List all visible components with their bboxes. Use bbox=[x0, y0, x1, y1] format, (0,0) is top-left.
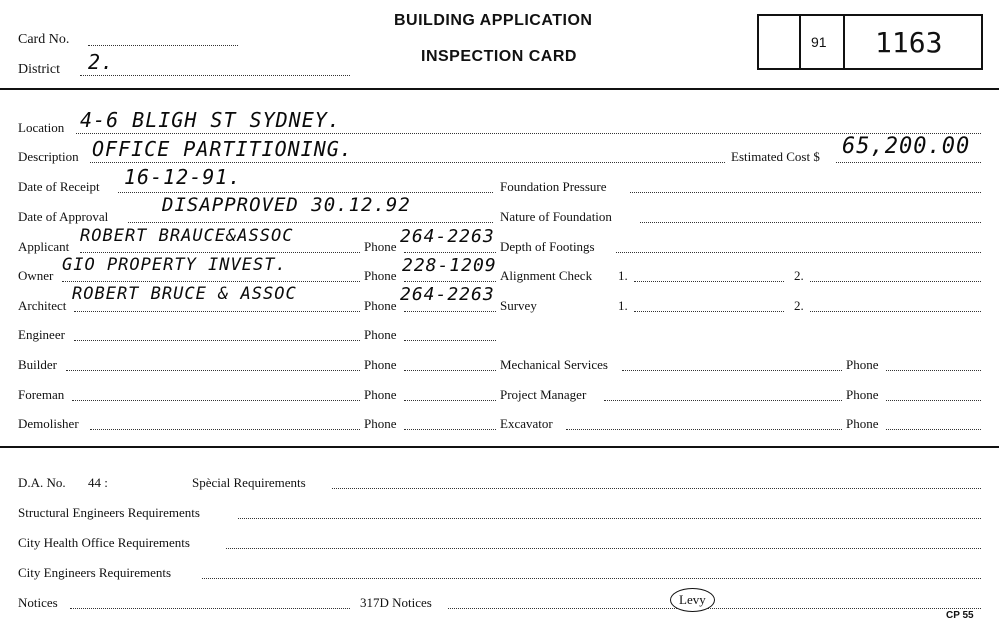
form-title: BUILDING APPLICATION bbox=[394, 12, 593, 29]
card-number: 1163 bbox=[875, 26, 943, 59]
foreman-label: Foreman bbox=[18, 387, 65, 402]
mechanical-services-field[interactable] bbox=[622, 369, 842, 371]
builder-phone-label: Phone bbox=[364, 357, 397, 372]
demolisher-phone-label: Phone bbox=[364, 416, 397, 431]
notices-317d-label: 317D Notices bbox=[360, 595, 432, 610]
project-manager-phone-field[interactable] bbox=[886, 399, 981, 401]
city-engineers-requirements-label: City Engineers Requirements bbox=[18, 565, 172, 580]
depth-of-footings-label: Depth of Footings bbox=[500, 239, 595, 254]
applicant-phone-field[interactable] bbox=[404, 251, 496, 253]
date-of-receipt-value: 16-12-91. bbox=[124, 165, 242, 189]
structural-requirements-field[interactable] bbox=[238, 517, 981, 519]
district-field[interactable] bbox=[80, 74, 350, 76]
card-number-box bbox=[757, 14, 983, 70]
district-label: District bbox=[18, 62, 60, 77]
project-manager-label: Project Manager bbox=[500, 387, 587, 402]
applicant-field[interactable] bbox=[80, 251, 360, 253]
engineer-phone-field[interactable] bbox=[404, 339, 496, 341]
applicant-phone-value: 264-2263 bbox=[400, 226, 495, 247]
engineer-field[interactable] bbox=[74, 339, 360, 341]
owner-phone-label: Phone bbox=[364, 268, 397, 283]
foreman-phone-field[interactable] bbox=[404, 399, 496, 401]
architect-label: Architect bbox=[18, 298, 67, 313]
survey-label: Survey bbox=[500, 298, 537, 313]
levy-stamp: Levy bbox=[670, 588, 715, 612]
builder-phone-field[interactable] bbox=[404, 369, 496, 371]
estimated-cost-value: 65,200.00 bbox=[842, 134, 971, 159]
excavator-field[interactable] bbox=[566, 428, 842, 430]
architect-phone-value: 264-2263 bbox=[400, 284, 495, 305]
owner-value: GIO PROPERTY INVEST. bbox=[62, 255, 287, 275]
form-subtitle: INSPECTION CARD bbox=[421, 48, 577, 65]
date-of-approval-label: Date of Approval bbox=[18, 209, 109, 224]
special-requirements-label: Spècial Requirements bbox=[192, 475, 306, 490]
owner-phone-value: 228-1209 bbox=[402, 255, 497, 276]
demolisher-field[interactable] bbox=[90, 428, 360, 430]
excavator-label: Excavator bbox=[500, 416, 553, 431]
da-no-label: D.A. No. bbox=[18, 475, 66, 490]
survey-num-2: 2. bbox=[794, 298, 804, 313]
builder-label: Builder bbox=[18, 357, 57, 372]
estimated-cost-field[interactable] bbox=[836, 161, 981, 163]
excavator-phone-label: Phone bbox=[846, 416, 879, 431]
owner-label: Owner bbox=[18, 268, 54, 283]
applicant-value: ROBERT BRAUCE&ASSOC bbox=[80, 226, 294, 246]
description-value: OFFICE PARTITIONING. bbox=[92, 137, 353, 161]
survey-1-field[interactable] bbox=[634, 310, 784, 312]
engineer-label: Engineer bbox=[18, 327, 65, 342]
location-label: Location bbox=[18, 120, 65, 135]
date-of-receipt-field[interactable] bbox=[118, 191, 493, 193]
header-divider bbox=[0, 88, 999, 90]
alignment-check-num-2: 2. bbox=[794, 268, 804, 283]
notices-317d-field[interactable] bbox=[448, 607, 981, 609]
engineer-phone-label: Phone bbox=[364, 327, 397, 342]
date-of-approval-field[interactable] bbox=[128, 221, 493, 223]
description-field[interactable] bbox=[90, 161, 725, 163]
nature-of-foundation-field[interactable] bbox=[640, 221, 981, 223]
health-requirements-label: City Health Office Requirements bbox=[18, 535, 190, 550]
architect-value: ROBERT BRUCE & ASSOC bbox=[72, 284, 297, 304]
project-manager-field[interactable] bbox=[604, 399, 842, 401]
owner-phone-field[interactable] bbox=[404, 280, 496, 282]
alignment-check-2-field[interactable] bbox=[810, 280, 981, 282]
alignment-check-num-1: 1. bbox=[618, 268, 628, 283]
description-label: Description bbox=[18, 149, 79, 164]
foundation-pressure-label: Foundation Pressure bbox=[500, 179, 607, 194]
estimated-cost-label: Estimated Cost $ bbox=[731, 149, 820, 164]
form-code: CP 55 bbox=[946, 610, 974, 621]
da-no-value: 44 : bbox=[88, 475, 108, 490]
city-engineers-requirements-field[interactable] bbox=[202, 577, 981, 579]
mechanical-services-phone-field[interactable] bbox=[886, 369, 981, 371]
architect-phone-field[interactable] bbox=[404, 310, 496, 312]
demolisher-label: Demolisher bbox=[18, 416, 79, 431]
date-of-approval-value: DISAPPROVED 30.12.92 bbox=[162, 194, 411, 216]
applicant-phone-label: Phone bbox=[364, 239, 397, 254]
requirements-divider bbox=[0, 446, 999, 448]
district-value: 2. bbox=[88, 50, 115, 74]
alignment-check-label: Alignment Check bbox=[500, 268, 593, 283]
applicant-label: Applicant bbox=[18, 239, 70, 254]
card-year: 91 bbox=[811, 34, 827, 50]
notices-label: Notices bbox=[18, 595, 58, 610]
foreman-phone-label: Phone bbox=[364, 387, 397, 402]
builder-field[interactable] bbox=[66, 369, 360, 371]
foreman-field[interactable] bbox=[72, 399, 360, 401]
date-of-receipt-label: Date of Receipt bbox=[18, 179, 100, 194]
foundation-pressure-field[interactable] bbox=[630, 191, 981, 193]
excavator-phone-field[interactable] bbox=[886, 428, 981, 430]
demolisher-phone-field[interactable] bbox=[404, 428, 496, 430]
survey-2-field[interactable] bbox=[810, 310, 981, 312]
nature-of-foundation-label: Nature of Foundation bbox=[500, 209, 612, 224]
depth-of-footings-field[interactable] bbox=[616, 251, 981, 253]
notices-field[interactable] bbox=[70, 607, 350, 609]
architect-field[interactable] bbox=[74, 310, 360, 312]
survey-num-1: 1. bbox=[618, 298, 628, 313]
structural-requirements-label: Structural Engineers Requirements bbox=[18, 505, 200, 520]
special-requirements-field[interactable] bbox=[332, 487, 981, 489]
project-manager-phone-label: Phone bbox=[846, 387, 879, 402]
card-no-field[interactable] bbox=[88, 44, 238, 46]
card-no-label: Card No. bbox=[18, 32, 70, 47]
mechanical-services-label: Mechanical Services bbox=[500, 357, 608, 372]
architect-phone-label: Phone bbox=[364, 298, 397, 313]
health-requirements-field[interactable] bbox=[226, 547, 981, 549]
alignment-check-1-field[interactable] bbox=[634, 280, 784, 282]
owner-field[interactable] bbox=[62, 280, 360, 282]
mechanical-services-phone-label: Phone bbox=[846, 357, 879, 372]
location-value: 4-6 BLIGH ST SYDNEY. bbox=[80, 108, 341, 132]
